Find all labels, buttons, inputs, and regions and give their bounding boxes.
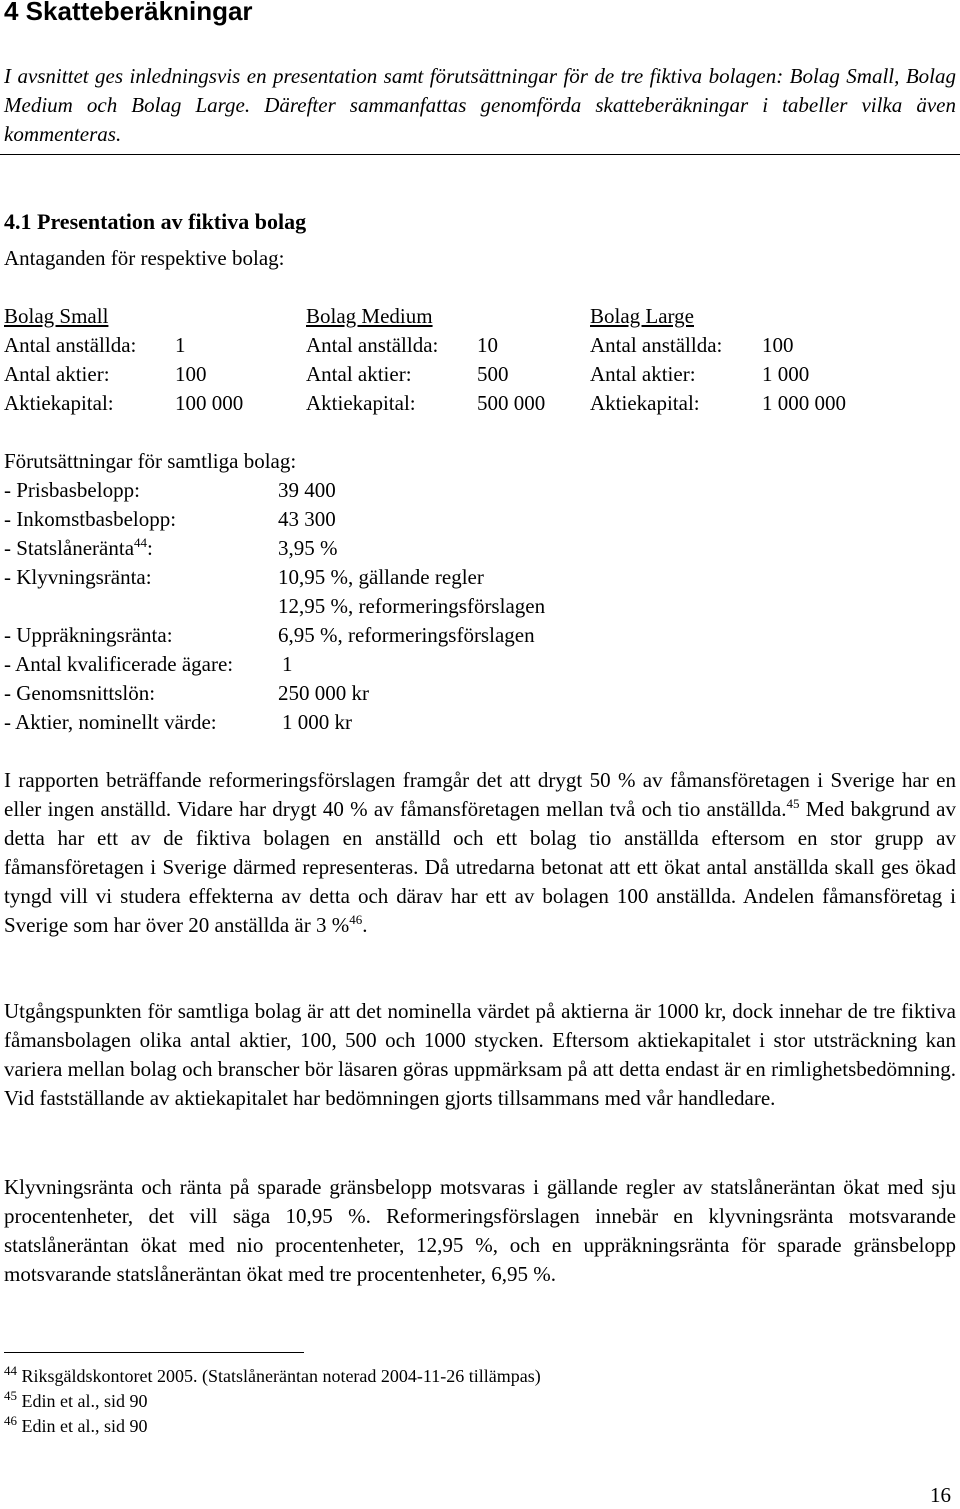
condition-label: - Uppräkningsränta: <box>4 623 173 647</box>
divider <box>0 154 960 155</box>
footnote: $^{44}$ Riksgäldskontoret 2005. (Statslåneräntan noterad 2004-11-26 tillämpas) <box>4 1363 541 1386</box>
employees-value: 100 <box>762 333 794 357</box>
capital-value: 100 000 <box>175 391 244 415</box>
condition-value: 250 000 kr <box>278 681 369 705</box>
condition-label: - Genomsnittslön: <box>4 681 156 705</box>
shares-value: 100 <box>175 362 207 386</box>
footnote: $^{45}$ Edin et al., sid 90 <box>4 1388 148 1411</box>
employees-label: Antal anställda: <box>590 333 723 357</box>
footnote-divider <box>4 1352 304 1353</box>
shares-value: 1 000 <box>762 362 810 386</box>
condition-value: 6,95 %, reformeringsförslagen <box>278 623 535 647</box>
footnote-ref: 46 <box>349 912 363 927</box>
capital-label: Aktiekapital: <box>4 391 114 415</box>
body-paragraph: I rapporten beträffande reformeringsförslagen framgår det att drygt 50 % av fåmansföretagen i Sverige har en eller ingen anställd. Vidare har drygt 40 % av fåmansföretagen mellan två och tio anställda.$^{45}$ Med bakgrund av detta har ett av de fiktiva bolagen en anställd och ett bolag tio anställda eftersom en stor grupp av fåmansföretagen i Sverige därmed representeras. Då utredarna betonat att ett ökat antal anställda skall ges ökad tyngd vill vi studera effekterna av detta och därav har ett av bolagen 100 anställda. Andelen fåmansföretag i Sverige som har över 20 anställda är 3 %$^{46}$. <box>4 768 956 937</box>
intro-paragraph: I avsnittet ges inledningsvis en presentation samt förutsättningar för de tre fiktiva bolagen: Bolag Small, Bolag Medium och Bolag Large. Därefter sammanfattas genomförda skatteberäkningar i tabeller vilka även kommenteras. <box>4 64 956 146</box>
shares-label: Antal aktier: <box>590 362 696 386</box>
body-paragraph: Klyvningsränta och ränta på sparade gränsbelopp motsvaras i gällande regler av statslåneräntan ökat med sju procentenheter, det vill säga 10,95 %. Reformeringsförslagen innebär en klyvningsränta motsvarande statslåneräntan ökat med nio procentenheter, 12,95 %, och en uppräkningsränta för sparade gränsbelopp motsvarande statslåneräntan ökat med tre procentenheter, 6,95 %. <box>4 1175 956 1286</box>
shares-value: 500 <box>477 362 509 386</box>
shares-label: Antal aktier: <box>306 362 412 386</box>
employees-value: 1 <box>175 333 186 357</box>
company-name: Bolag Medium <box>306 304 433 328</box>
employees-value: 10 <box>477 333 498 357</box>
conditions-title: Förutsättningar för samtliga bolag: <box>4 449 297 473</box>
body-paragraph: Utgångspunkten för samtliga bolag är att det nominella värdet på aktierna är 1000 kr, dock innehar de tre fiktiva fåmansbolagen olika antal aktier, 100, 500 och 1000 stycken. Eftersom aktiekapitalet i stor utsträckning kan variera mellan bolag och branscher bör läsaren göras uppmärksam på att detta endast är en rimlighetsbedömning. Vid fastställande av aktiekapitalet har bedömningen gjorts tillsammans med vår handledare. <box>4 999 956 1110</box>
capital-value: 500 000 <box>477 391 546 415</box>
condition-label: - Prisbasbelopp: <box>4 478 140 502</box>
capital-value: 1 000 000 <box>762 391 846 415</box>
shares-label: Antal aktier: <box>4 362 110 386</box>
employees-label: Antal anställda: <box>306 333 439 357</box>
footnote-ref: 45 <box>786 796 800 811</box>
condition-label: - Antal kvalificerade ägare: <box>4 652 234 676</box>
capital-label: Aktiekapital: <box>306 391 416 415</box>
condition-value: 1 <box>282 652 293 676</box>
company-name: Bolag Large <box>590 304 694 328</box>
condition-label: - Aktier, nominellt värde: <box>4 710 217 734</box>
condition-value: 10,95 %, gällande regler <box>278 565 484 589</box>
condition-value: 43 300 <box>278 507 336 531</box>
footnote: $^{46}$ Edin et al., sid 90 <box>4 1413 148 1436</box>
chapter-heading: 4 Skatteberäkningar <box>4 0 253 26</box>
condition-value: 12,95 %, reformeringsförslagen <box>278 594 546 618</box>
condition-label: - Inkomstbasbelopp: <box>4 507 177 531</box>
footnote-ref: 44 <box>134 535 148 550</box>
condition-label: - Klyvningsränta: <box>4 565 152 589</box>
condition-value: 1 000 kr <box>282 710 352 734</box>
condition-value: 3,95 % <box>278 536 338 560</box>
assumptions-intro: Antaganden för respektive bolag: <box>4 246 285 270</box>
employees-label: Antal anställda: <box>4 333 137 357</box>
section-title: 4.1 Presentation av fiktiva bolag <box>4 209 307 234</box>
company-name: Bolag Small <box>4 304 109 328</box>
condition-label: - Statslåneränta$^{44}$: <box>4 535 153 560</box>
page-number: 16 <box>930 1483 951 1507</box>
condition-value: 39 400 <box>278 478 336 502</box>
capital-label: Aktiekapital: <box>590 391 700 415</box>
